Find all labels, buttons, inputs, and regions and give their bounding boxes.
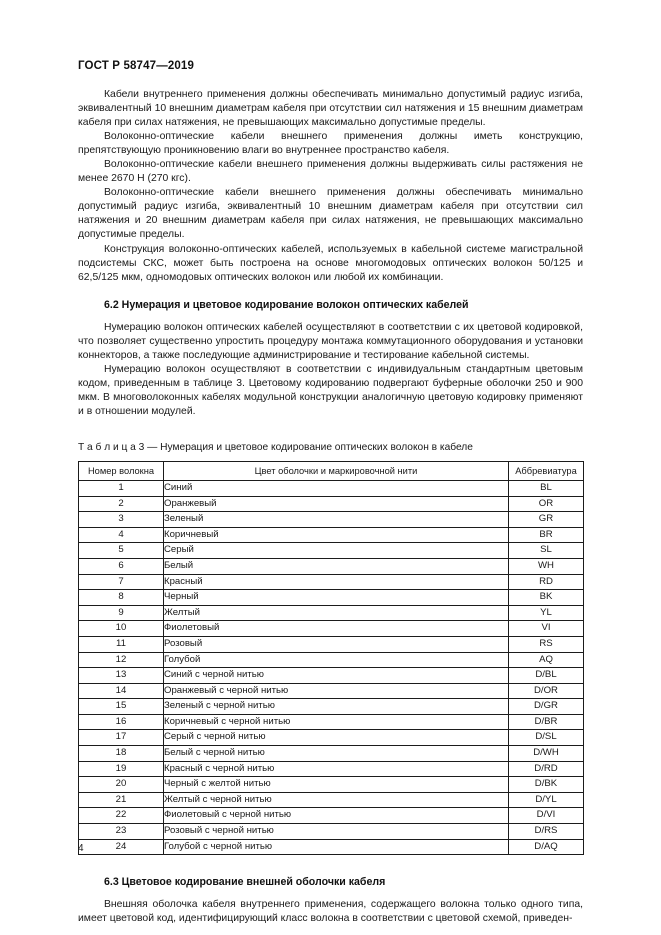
table-row — [79, 714, 584, 730]
cell-abbreviation: RS — [509, 636, 584, 652]
table-body — [79, 480, 584, 854]
table-caption: Т а б л и ц а 3 — Нумерация и цветовое кодирование оптических волокон в кабеле — [78, 441, 473, 453]
section-6-3-block — [78, 875, 583, 926]
cell-color: Оранжевый с черной нитью — [164, 683, 509, 699]
cell-abbreviation: GR — [509, 512, 584, 528]
cell-fiber-number: 22 — [79, 808, 164, 824]
table-row — [79, 683, 584, 699]
cell-color: Красный с черной нитью — [164, 761, 509, 777]
table-row — [79, 668, 584, 684]
cell-color: Розовый с черной нитью — [164, 824, 509, 840]
cell-color: Белый с черной нитью — [164, 746, 509, 762]
cell-abbreviation: AQ — [509, 652, 584, 668]
table-row — [79, 496, 584, 512]
paragraph: Волоконно-оптические кабели внешнего применения должны обеспечивать минимально допустимый радиус изгиба, эквивалентный 10 внешним диаметрам кабеля при отсутствии сил натяжения и 20 внешним диаметрам кабеля при силах натяжения, не превышающих максимально допустимые пределы. — [78, 187, 583, 241]
cell-abbreviation: YL — [509, 605, 584, 621]
cell-color: Черный с желтой нитью — [164, 777, 509, 793]
table-row — [79, 480, 584, 496]
cell-color: Желтый с черной нитью — [164, 792, 509, 808]
cell-fiber-number: 16 — [79, 714, 164, 730]
cell-color: Зеленый — [164, 512, 509, 528]
cell-color: Синий с черной нитью — [164, 668, 509, 684]
cell-fiber-number: 19 — [79, 761, 164, 777]
cell-abbreviation: D/GR — [509, 699, 584, 715]
cell-color: Белый — [164, 558, 509, 574]
table-row — [79, 605, 584, 621]
table-row — [79, 792, 584, 808]
cell-fiber-number: 8 — [79, 590, 164, 606]
cell-color: Красный — [164, 574, 509, 590]
paragraph: Волоконно-оптические кабели внешнего применения должны иметь конструкцию, препятствующую проникновению влаги во внутреннее пространство кабеля. — [78, 131, 583, 157]
cell-abbreviation: D/BR — [509, 714, 584, 730]
cell-fiber-number: 1 — [79, 480, 164, 496]
table-row — [79, 761, 584, 777]
table-row — [79, 839, 584, 855]
table-header — [79, 461, 584, 480]
cell-fiber-number: 5 — [79, 543, 164, 559]
table-row — [79, 777, 584, 793]
table-row — [79, 512, 584, 528]
cell-fiber-number: 6 — [79, 558, 164, 574]
paragraph: Внешняя оболочка кабеля внутреннего применения, содержащего волокна только одного типа, имеет цветовой код, идентифицирующий класс волокна в соответствии с цветовой схемой, приведен- — [78, 899, 583, 925]
column-header-fiber-number: Номер волокна — [79, 461, 164, 480]
table-row — [79, 574, 584, 590]
cell-abbreviation: SL — [509, 543, 584, 559]
cell-color: Розовый — [164, 636, 509, 652]
paragraph: Кабели внутреннего применения должны обеспечивать минимально допустимый радиус изгиба, эквивалентный 10 внешним диаметрам кабеля при отсутствии сил натяжения и 15 внешним диаметрам кабеля при силах натяжения, не превышающих максимально допустимые пределы. — [78, 89, 583, 129]
cell-fiber-number: 15 — [79, 699, 164, 715]
cell-abbreviation: D/AQ — [509, 839, 584, 855]
cell-fiber-number: 12 — [79, 652, 164, 668]
column-header-color: Цвет оболочки и маркировочной нити — [164, 461, 509, 480]
cell-color: Голубой с черной нитью — [164, 839, 509, 855]
table-header-row — [79, 461, 584, 480]
cell-color: Коричневый с черной нитью — [164, 714, 509, 730]
section-heading-6-3: 6.3 Цветовое кодирование внешней оболочки кабеля — [104, 876, 386, 889]
cell-abbreviation: D/WH — [509, 746, 584, 762]
table-row — [79, 746, 584, 762]
cell-abbreviation: D/RD — [509, 761, 584, 777]
cell-color: Серый с черной нитью — [164, 730, 509, 746]
cell-fiber-number: 11 — [79, 636, 164, 652]
cell-fiber-number: 21 — [79, 792, 164, 808]
page-content — [78, 88, 583, 926]
cell-fiber-number: 4 — [79, 527, 164, 543]
cell-color: Голубой — [164, 652, 509, 668]
paragraph: Волоконно-оптические кабели внешнего применения должны выдерживать силы растяжения не менее 2670 Н (270 кгс). — [78, 159, 583, 185]
cell-fiber-number: 14 — [79, 683, 164, 699]
table-row — [79, 527, 584, 543]
cell-fiber-number: 20 — [79, 777, 164, 793]
table-row — [79, 558, 584, 574]
cell-abbreviation: RD — [509, 574, 584, 590]
cell-fiber-number: 18 — [79, 746, 164, 762]
cell-color: Зеленый с черной нитью — [164, 699, 509, 715]
cell-abbreviation: BK — [509, 590, 584, 606]
cell-abbreviation: OR — [509, 496, 584, 512]
cell-abbreviation: BL — [509, 480, 584, 496]
cell-abbreviation: WH — [509, 558, 584, 574]
table-row — [79, 730, 584, 746]
paragraph: Нумерацию волокон осуществляют в соответствии с индивидуальным стандартным цветовым кодом, приведенным в таблице 3. Цветовому кодированию подвергают буферные оболочки 250 и 900 мкм. В многоволоконных кабелях модульной конструкции аналогичную цветовую кодировку применяют и в отношении модулей. — [78, 363, 583, 417]
table-row — [79, 699, 584, 715]
cell-abbreviation: D/VI — [509, 808, 584, 824]
table-row — [79, 636, 584, 652]
cell-abbreviation: BR — [509, 527, 584, 543]
cell-color: Фиолетовый — [164, 621, 509, 637]
page-number: 4 — [78, 843, 84, 854]
cell-fiber-number: 10 — [79, 621, 164, 637]
paragraph: Нумерацию волокон оптических кабелей осуществляют в соответствии с их цветовой кодировкой, что позволяет существенно упростить процедуру монтажа коммутационного оборудования и установки коннекторов, а также последующие администрирование и тестирование кабельной системы. — [78, 321, 583, 361]
column-header-abbreviation: Аббревиатура — [509, 461, 584, 480]
cell-fiber-number: 9 — [79, 605, 164, 621]
cell-abbreviation: D/OR — [509, 683, 584, 699]
cell-color: Оранжевый — [164, 496, 509, 512]
paragraph: Конструкция волоконно-оптических кабелей, используемых в кабельной системе магистральной подсистемы СКС, может быть построена на основе многомодовых оптических волокон 50/125 и 62,5/125 мкм, одномодовых оптических волокон или любой их комбинации. — [78, 243, 583, 283]
cell-fiber-number: 17 — [79, 730, 164, 746]
cell-fiber-number: 7 — [79, 574, 164, 590]
cell-color: Фиолетовый с черной нитью — [164, 808, 509, 824]
cell-abbreviation: D/RS — [509, 824, 584, 840]
cell-color: Желтый — [164, 605, 509, 621]
running-header-standard-ref: ГОСТ Р 58747—2019 — [78, 60, 195, 72]
cell-color: Серый — [164, 543, 509, 559]
table-row — [79, 590, 584, 606]
fiber-color-code-table — [78, 461, 584, 855]
cell-abbreviation: D/BK — [509, 777, 584, 793]
cell-color: Синий — [164, 480, 509, 496]
table-row — [79, 808, 584, 824]
table-row — [79, 652, 584, 668]
cell-fiber-number: 13 — [79, 668, 164, 684]
cell-abbreviation: VI — [509, 621, 584, 637]
cell-color: Коричневый — [164, 527, 509, 543]
cell-abbreviation: D/SL — [509, 730, 584, 746]
cell-color: Черный — [164, 590, 509, 606]
cell-abbreviation: D/BL — [509, 668, 584, 684]
section-heading-6-2: 6.2 Нумерация и цветовое кодирование волокон оптических кабелей — [104, 298, 469, 311]
cell-fiber-number: 3 — [79, 512, 164, 528]
cell-fiber-number: 24 — [79, 839, 164, 855]
table-row — [79, 543, 584, 559]
cell-fiber-number: 2 — [79, 496, 164, 512]
table-row — [79, 621, 584, 637]
cell-abbreviation: D/YL — [509, 792, 584, 808]
cell-fiber-number: 23 — [79, 824, 164, 840]
table-row — [79, 824, 584, 840]
